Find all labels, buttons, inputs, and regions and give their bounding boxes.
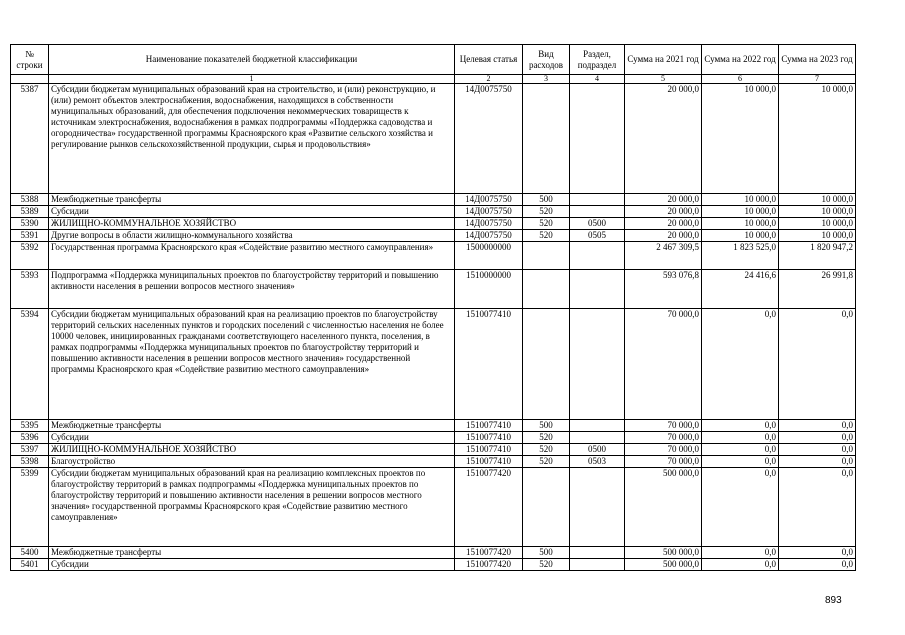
indicator-name-cell: Подпрограмма «Поддержка муниципальных проектов по благоустройству территорий и повышению активности населения в решении вопросов местного значения» xyxy=(49,270,455,309)
target-article-cell: 1500000000 xyxy=(455,242,523,270)
target-article-cell: 1510077410 xyxy=(455,432,523,444)
header-name: Наименование показателей бюджетной классификации xyxy=(49,45,455,75)
expense-type-cell: 520 xyxy=(523,559,570,571)
table-row xyxy=(11,270,856,309)
indicator-name-cell: Субсидии бюджетам муниципальных образований края на строительство, и (или) реконструкцию, и (или) ремонт объектов электроснабжения, водоснабжения, находящихся в собственности муниципальных образований, для обеспечения подключения некоммерческих товариществ к источникам электроснабжения, водоснабжения в рамках подпрограммы «Поддержка садоводства и огородничества» государственной программы Красноярского края «Развитие сельского хозяйства и регулирование рынков сельскохозяйственной продукции, сырья и продовольствия» xyxy=(49,84,455,194)
sum-2023-cell: 1 820 947,2 xyxy=(779,242,856,270)
table-row xyxy=(11,84,856,194)
sum-2022-cell: 0,0 xyxy=(702,444,779,456)
section-cell xyxy=(570,242,625,270)
expense-type-cell: 500 xyxy=(523,420,570,432)
sum-2022-cell: 10 000,0 xyxy=(702,230,779,242)
table-row xyxy=(11,444,856,456)
expense-type-cell: 520 xyxy=(523,206,570,218)
sum-2021-cell: 500 000,0 xyxy=(625,559,702,571)
target-article-cell: 1510077420 xyxy=(455,559,523,571)
sum-2022-cell: 1 823 525,0 xyxy=(702,242,779,270)
target-article-cell: 1510077420 xyxy=(455,468,523,547)
target-article-cell: 1510077410 xyxy=(455,309,523,420)
section-cell xyxy=(570,270,625,309)
section-cell xyxy=(570,432,625,444)
sum-2021-cell: 70 000,0 xyxy=(625,444,702,456)
row-number-cell: 5395 xyxy=(11,420,49,432)
header-row-no: № строки xyxy=(11,45,49,75)
sum-2023-cell: 10 000,0 xyxy=(779,230,856,242)
table-row xyxy=(11,242,856,270)
row-number-cell: 5399 xyxy=(11,468,49,547)
expense-type-cell xyxy=(523,242,570,270)
indicator-name-cell: Субсидии xyxy=(49,559,455,571)
expense-type-cell: 500 xyxy=(523,547,570,559)
indicator-name-cell: ЖИЛИЩНО-КОММУНАЛЬНОЕ ХОЗЯЙСТВО xyxy=(49,218,455,230)
header-target: Целевая статья xyxy=(455,45,523,75)
header-exp-type: Вид расходов xyxy=(523,45,570,75)
row-number-cell: 5397 xyxy=(11,444,49,456)
row-number-cell: 5400 xyxy=(11,547,49,559)
sum-2023-cell: 0,0 xyxy=(779,559,856,571)
header-sum-2023: Сумма на 2023 год xyxy=(779,45,856,75)
sum-2023-cell: 0,0 xyxy=(779,420,856,432)
section-cell xyxy=(570,547,625,559)
indicator-name-cell: Субсидии xyxy=(49,432,455,444)
target-article-cell: 14Д0075750 xyxy=(455,84,523,194)
section-cell xyxy=(570,206,625,218)
sum-2023-cell: 0,0 xyxy=(779,444,856,456)
sum-2022-cell: 10 000,0 xyxy=(702,194,779,206)
row-number-cell: 5394 xyxy=(11,309,49,420)
row-number-cell: 5391 xyxy=(11,230,49,242)
col-number: 2 xyxy=(455,75,523,84)
target-article-cell: 14Д0075750 xyxy=(455,206,523,218)
sum-2023-cell: 10 000,0 xyxy=(779,218,856,230)
section-cell xyxy=(570,420,625,432)
table-row xyxy=(11,456,856,468)
section-cell xyxy=(570,309,625,420)
row-number-cell: 5401 xyxy=(11,559,49,571)
target-article-cell: 1510000000 xyxy=(455,270,523,309)
indicator-name-cell: Субсидии бюджетам муниципальных образований края на реализацию комплексных проектов по благоустройству территорий в рамках подпрограммы «Поддержка муниципальных проектов по благоустройству территорий и повышению активности населения в решении вопросов местного значения» государственной программы Красноярского края «Содействие развитию местного самоуправления» xyxy=(49,468,455,547)
col-number xyxy=(11,75,49,84)
col-number: 4 xyxy=(570,75,625,84)
sum-2021-cell: 20 000,0 xyxy=(625,194,702,206)
col-number: 7 xyxy=(779,75,856,84)
indicator-name-cell: Субсидии xyxy=(49,206,455,218)
col-number: 1 xyxy=(49,75,455,84)
indicator-name-cell: Государственная программа Красноярского края «Содействие развитию местного самоуправления» xyxy=(49,242,455,270)
header-row xyxy=(11,45,856,75)
sum-2022-cell: 0,0 xyxy=(702,309,779,420)
col-number: 6 xyxy=(702,75,779,84)
indicator-name-cell: Межбюджетные трансферты xyxy=(49,547,455,559)
expense-type-cell xyxy=(523,309,570,420)
table-row xyxy=(11,547,856,559)
sum-2021-cell: 20 000,0 xyxy=(625,218,702,230)
page-number: 893 xyxy=(825,595,842,606)
row-number-cell: 5398 xyxy=(11,456,49,468)
target-article-cell: 1510077410 xyxy=(455,444,523,456)
sum-2021-cell: 593 076,8 xyxy=(625,270,702,309)
expense-type-cell: 520 xyxy=(523,456,570,468)
section-cell: 0500 xyxy=(570,218,625,230)
sum-2023-cell: 0,0 xyxy=(779,547,856,559)
sum-2023-cell: 26 991,8 xyxy=(779,270,856,309)
col-number: 5 xyxy=(625,75,702,84)
sum-2022-cell: 0,0 xyxy=(702,420,779,432)
table-row xyxy=(11,218,856,230)
sum-2022-cell: 10 000,0 xyxy=(702,84,779,194)
expense-type-cell: 520 xyxy=(523,444,570,456)
section-cell: 0500 xyxy=(570,444,625,456)
section-cell xyxy=(570,84,625,194)
indicator-name-cell: Субсидии бюджетам муниципальных образований края на реализацию проектов по благоустройству территорий сельских населенных пунктов и городских поселений с численностью населения не более 10000 человек, инициированных гражданами соответствующего населенного пункта, поселения, в рамках подпрограммы «Поддержка муниципальных проектов по благоустройству территорий и повышению активности населения в решении вопросов местного значения» государственной программы Красноярского края «Содействие развитию местного самоуправления» xyxy=(49,309,455,420)
expense-type-cell: 520 xyxy=(523,432,570,444)
sum-2021-cell: 500 000,0 xyxy=(625,468,702,547)
sum-2021-cell: 70 000,0 xyxy=(625,420,702,432)
sum-2022-cell: 10 000,0 xyxy=(702,218,779,230)
sum-2023-cell: 10 000,0 xyxy=(779,194,856,206)
sum-2021-cell: 20 000,0 xyxy=(625,230,702,242)
section-cell: 0503 xyxy=(570,456,625,468)
expense-type-cell xyxy=(523,468,570,547)
section-cell: 0505 xyxy=(570,230,625,242)
table-row xyxy=(11,206,856,218)
sum-2023-cell: 10 000,0 xyxy=(779,206,856,218)
table-row xyxy=(11,230,856,242)
expense-type-cell: 520 xyxy=(523,218,570,230)
section-cell xyxy=(570,194,625,206)
col-number: 3 xyxy=(523,75,570,84)
row-number-cell: 5388 xyxy=(11,194,49,206)
sum-2022-cell: 0,0 xyxy=(702,432,779,444)
table-row xyxy=(11,468,856,547)
target-article-cell: 1510077410 xyxy=(455,456,523,468)
sum-2022-cell: 0,0 xyxy=(702,547,779,559)
expense-type-cell xyxy=(523,270,570,309)
sum-2022-cell: 0,0 xyxy=(702,468,779,547)
expense-type-cell xyxy=(523,84,570,194)
row-number-cell: 5392 xyxy=(11,242,49,270)
table-row xyxy=(11,309,856,420)
sum-2022-cell: 10 000,0 xyxy=(702,206,779,218)
header-sum-2021: Сумма на 2021 год xyxy=(625,45,702,75)
indicator-name-cell: Межбюджетные трансферты xyxy=(49,420,455,432)
indicator-name-cell: ЖИЛИЩНО-КОММУНАЛЬНОЕ ХОЗЯЙСТВО xyxy=(49,444,455,456)
sum-2021-cell: 70 000,0 xyxy=(625,432,702,444)
row-number-cell: 5390 xyxy=(11,218,49,230)
sum-2022-cell: 0,0 xyxy=(702,456,779,468)
target-article-cell: 14Д0075750 xyxy=(455,230,523,242)
target-article-cell: 14Д0075750 xyxy=(455,194,523,206)
sum-2022-cell: 24 416,6 xyxy=(702,270,779,309)
sum-2021-cell: 20 000,0 xyxy=(625,84,702,194)
sum-2021-cell: 70 000,0 xyxy=(625,456,702,468)
sum-2023-cell: 10 000,0 xyxy=(779,84,856,194)
header-sum-2022: Сумма на 2022 год xyxy=(702,45,779,75)
section-cell xyxy=(570,559,625,571)
sum-2023-cell: 0,0 xyxy=(779,432,856,444)
row-number-cell: 5393 xyxy=(11,270,49,309)
sum-2021-cell: 20 000,0 xyxy=(625,206,702,218)
budget-table xyxy=(10,44,856,571)
indicator-name-cell: Благоустройство xyxy=(49,456,455,468)
target-article-cell: 1510077410 xyxy=(455,420,523,432)
sum-2023-cell: 0,0 xyxy=(779,468,856,547)
table-row xyxy=(11,194,856,206)
row-number-cell: 5387 xyxy=(11,84,49,194)
expense-type-cell: 500 xyxy=(523,194,570,206)
expense-type-cell: 520 xyxy=(523,230,570,242)
indicator-name-cell: Другие вопросы в области жилищно-коммунального хозяйства xyxy=(49,230,455,242)
indicator-name-cell: Межбюджетные трансферты xyxy=(49,194,455,206)
sum-2021-cell: 70 000,0 xyxy=(625,309,702,420)
target-article-cell: 1510077420 xyxy=(455,547,523,559)
header-section: Раздел, подраздел xyxy=(570,45,625,75)
column-number-row xyxy=(11,75,856,84)
table-row xyxy=(11,432,856,444)
row-number-cell: 5396 xyxy=(11,432,49,444)
row-number-cell: 5389 xyxy=(11,206,49,218)
target-article-cell: 14Д0075750 xyxy=(455,218,523,230)
sum-2023-cell: 0,0 xyxy=(779,309,856,420)
table-row xyxy=(11,559,856,571)
sum-2023-cell: 0,0 xyxy=(779,456,856,468)
sum-2022-cell: 0,0 xyxy=(702,559,779,571)
table-row xyxy=(11,420,856,432)
sum-2021-cell: 2 467 309,5 xyxy=(625,242,702,270)
sum-2021-cell: 500 000,0 xyxy=(625,547,702,559)
section-cell xyxy=(570,468,625,547)
